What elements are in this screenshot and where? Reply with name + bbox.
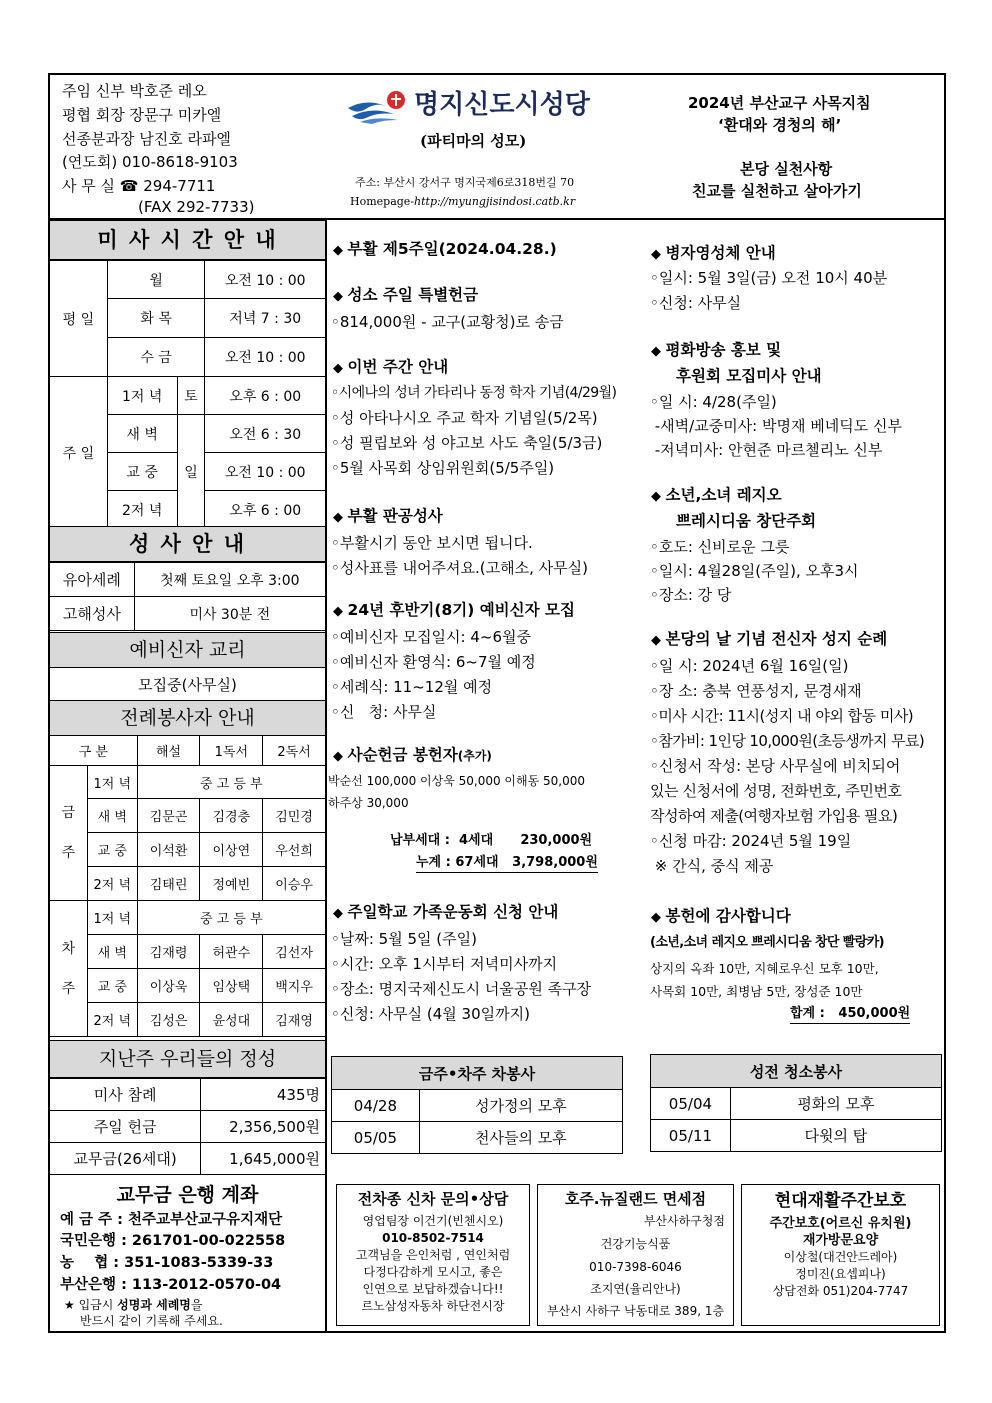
server-name: 김민경 [263,799,326,833]
merged-cell: 중 고 등 부 [137,901,325,935]
church-address: 주소: 부산시 강서구 명지국제6로318번길 70 [355,176,575,189]
notice-line: ◦예비신자 환영식: 6~7월 예정 [331,653,536,671]
notice-line: ◦일 시: 4/28(주일) [650,393,777,411]
notice-title [651,630,887,650]
notice-line: ◦부활시기 동안 보시면 됩니다. [331,534,533,552]
notice-title-text: 주일학교 가족운동회 신청 안내 [347,903,559,921]
mass-name: 2저 녁 [87,1003,137,1037]
servers-header: 해설 [137,736,200,766]
server-name: 윤성대 [200,1003,263,1037]
notice-title [651,486,782,506]
ad-line: 다정다감하게 모시고, 좋은 [363,1265,503,1279]
church-logo-icon [346,86,410,126]
thanks-line: 사목회 10만, 최병남 5만, 장성준 10만 [650,984,863,999]
server-name: 우선희 [263,833,326,867]
mass-name: 2저 녁 [87,867,137,901]
diamond-icon: ◆ [651,344,666,359]
server-name: 김재령 [137,935,200,969]
service-date: 04/28 [332,1090,420,1122]
notice-line: -새벽/교중미사: 박명재 베네딕도 신부 [650,417,902,435]
notice-line: -저녁미사: 안현준 마르첼리노 신부 [650,441,883,459]
donation-line: 하주상 30,000 [328,796,409,810]
sunday-time: 오전 6 : 30 [205,415,326,453]
ad-line: 조지연(율리안나) [590,1282,681,1296]
notice-line: ◦시간: 오후 1시부터 저녁미사까지 [331,955,558,973]
mass-name: 교 중 [87,833,137,867]
catechumen-value: 모집중(사무실) [138,676,237,694]
ad-phone: 010-8502-7514 [382,1231,484,1245]
ad-title: 호주.뉴질랜드 면세점 [564,1190,707,1208]
diamond-icon: ◆ [333,361,348,376]
sunday-day: 일 [177,415,205,529]
notice-line: ◦시에나의 성녀 가타리나 동정 학자 기념(4/29월) [331,385,617,401]
notice-title [333,240,557,260]
donation-total: 납부세대 : 4세대 230,000원 [390,833,593,848]
diamond-icon: ◆ [333,906,348,921]
ad-title: 전차종 신차 문의•상담 [357,1190,509,1208]
notice-title [333,286,478,306]
notice-line: ◦미사 시간: 11시(성지 내 야외 합동 미사) [650,707,914,725]
server-name: 이승우 [263,867,326,901]
notice-line: ◦일 시: 2024년 6월 16일(일) [650,657,849,675]
thanks-subtitle: (소년,소녀 레지오 쁘레시디움 창단 빨랑카) [650,935,885,950]
ad-line: 정미진(요셉피나) [795,1267,886,1281]
notice-line: ◦예비신자 모집일시: 4~6월중 [331,628,531,646]
notice-line: ◦신 청: 사무실 [331,703,437,721]
sunday-label: 주 일 [50,377,108,529]
notice-title-text: 소년,소녀 레지오 [665,486,782,504]
sunday-time: 오후 6 : 00 [205,377,326,415]
ad-car-dealer [336,1184,530,1326]
bank-line: 예 금 주 : 천주교부산교구유지재단 [60,1212,283,1228]
ad-phone: 상담전화 051)204-7747 [772,1284,909,1298]
diamond-icon: ◆ [333,289,348,304]
notice-title-text: 부활 판공성사 [347,507,443,525]
notice-line: ◦장 소: 충북 연풍성지, 문경새재 [650,682,862,700]
notice-line: ◦일시: 4월28일(주일), 오후3시 [650,562,859,580]
bank-note-2: 반드시 같이 기록해 주세요. [80,1314,223,1328]
merged-cell: 중 고 등 부 [137,766,325,799]
mass-name: 1저 녁 [87,766,137,799]
cleaning-service-table [650,1054,942,1152]
diamond-icon: ◆ [651,910,666,925]
servers-table [49,735,326,1037]
service-team: 평화의 모후 [730,1088,941,1120]
service-team: 천사들의 모후 [419,1122,622,1154]
diamond-icon: ◆ [333,604,348,619]
notice-title [651,341,781,361]
notice-line: ◦날짜: 5월 5일 (주일) [331,930,477,948]
servers-header: 1독서 [200,736,263,766]
offerings-title: 지난주 우리들의 정성 [50,1040,325,1078]
diamond-icon: ◆ [333,749,348,764]
notice-title-text: 24년 후반기(8기) 예비신자 모집 [347,601,575,619]
notice-title-2: 쁘레시디움 창단주회 [676,512,817,530]
notice-title [651,244,776,264]
server-name: 김재영 [263,1003,326,1037]
ad-line: 인연으로 보답하겠습니다!! [362,1282,504,1296]
weekday-day: 수 금 [107,338,205,377]
practice-line-2: 친교를 실천하고 살아가기 [692,182,862,200]
notice-line: ◦신청 마감: 2024년 5월 19일 [650,832,852,850]
staff-office: 사 무 실 ☎ 294-7711 [62,177,216,195]
server-name: 허관수 [200,935,263,969]
donation-cumulative: 누계 : 67세대 3,798,000원 [416,854,598,873]
offering-name: 주일 헌금 [50,1111,201,1143]
weekday-day: 월 [107,261,205,299]
notice-title [333,507,443,527]
notice-title-text: 부활 제5주일(2024.04.28.) [347,240,557,258]
mass-name: 1저 녁 [87,901,137,935]
weekday-time: 오전 10 : 00 [205,261,326,299]
ad-line: 영업팀장 이건기(빈첸시오) [362,1214,504,1228]
sunday-time: 오후 6 : 00 [205,491,326,529]
ad-line: 이상철(대건안드레아) [783,1250,898,1264]
notice-title-text: 본당의 날 기념 전신자 성지 순례 [665,630,888,648]
sacrament-value: 첫째 토요일 오후 3:00 [134,563,325,597]
notice-title-text: 사순헌금 봉헌자 [347,746,458,764]
this-week-label: 금 주 [50,766,88,901]
servers-header: 2독서 [263,736,326,766]
catechumen-title: 예비신자 교리 [50,632,325,668]
ad-line: 건강기능식품 [600,1237,671,1251]
sacrament-value: 미사 30분 전 [134,597,325,631]
sunday-mass-name: 새 벽 [107,415,177,453]
sunday-mass-name: 교 중 [107,453,177,491]
parking-service-table [331,1056,623,1154]
notice-title [651,907,791,927]
notice-line: ※ 간식, 중식 제공 [650,857,774,875]
bank-line: 국민은행 : 261701-00-022558 [60,1233,286,1249]
notice-line: ◦성 필립보와 성 야고보 사도 축일(5/3금) [331,434,603,452]
church-patron: (파티마의 성모) [420,132,527,150]
church-name: 명지신도시성당 [414,90,590,120]
offering-value: 435명 [201,1079,326,1111]
notice-line: 작성하여 제출(여행자보험 가입용 필요) [650,807,898,825]
server-name: 김태린 [137,867,200,901]
ad-line: 고객님을 은인처럼 , 연인처럼 [355,1248,511,1262]
weekday-label: 평 일 [50,261,108,377]
staff-fax: (FAX 292-7733) [138,198,255,216]
cleaning-service-title: 성전 청소봉사 [651,1055,942,1088]
sacraments-title: 성 사 안 내 [50,526,325,562]
motto-line-2: ‘환대와 경청의 해’ [718,116,842,134]
notice-line: ◦장소: 명지국제신도시 너울공원 족구장 [331,980,592,998]
server-name: 이상연 [200,833,263,867]
server-name: 백지우 [263,969,326,1003]
staff-priest: 주임 신부 박호준 레오 [62,82,207,100]
mass-name: 교 중 [87,969,137,1003]
thanks-line: 상지의 옥좌 10만, 지혜로우신 모후 10만, [650,961,879,976]
mass-name: 새 벽 [87,799,137,833]
practice-line-1: 본당 실천사항 [740,160,833,178]
offering-value: 2,356,500원 [201,1111,326,1143]
notice-title-text: 평화방송 홍보 및 [665,341,782,359]
sacrament-name: 유아세례 [50,563,135,597]
next-week-label: 차 주 [50,901,88,1037]
offering-value: 1,645,000원 [201,1143,326,1175]
weekday-time: 오전 10 : 00 [205,338,326,377]
service-team: 다윗의 탑 [730,1120,941,1152]
notice-title-text: 이번 주간 안내 [347,358,449,376]
notice-title [333,358,448,378]
notice-line: ◦신청서 작성: 본당 사무실에 비치되어 [650,757,901,775]
server-name: 김선자 [263,935,326,969]
diamond-icon: ◆ [333,510,348,525]
offering-name: 미사 참례 [50,1079,201,1111]
ad-title: 현대재활주간보호 [774,1191,907,1211]
diamond-icon: ◆ [333,243,348,258]
notice-line: ◦세례식: 11~12월 예정 [331,678,493,696]
server-name: 김경충 [200,799,263,833]
service-date: 05/04 [651,1088,731,1120]
bank-note-prefix: ★ 입금시 [64,1298,118,1312]
sunday-mass-name: 2저 녁 [107,491,177,529]
mass-times-title: 미 사 시 간 안 내 [50,220,325,260]
sunday-mass-name: 1저 녁 [107,377,177,415]
notice-line: ◦성사표를 내어주셔요.(고해소, 사무실) [331,559,588,577]
server-name: 정예빈 [200,867,263,901]
bank-note-suffix: 을 [190,1298,203,1312]
notice-title [333,601,575,621]
weekday-time: 저녁 7 : 30 [205,299,326,338]
offering-name: 교무금(26세대) [50,1143,201,1175]
notice-line: ◦신청: 사무실 (4월 30일까지) [331,1005,530,1023]
staff-president: 평협 회장 장문구 미카엘 [62,106,222,124]
ad-phone: 010-7398-6046 [589,1260,682,1274]
server-name: 김성은 [137,1003,200,1037]
mass-name: 새 벽 [87,935,137,969]
sunday-day: 토 [177,377,205,415]
ad-line: 주간보호(어르신 유치원) [769,1216,912,1231]
ad-line: 부산사하구청점 [643,1214,725,1228]
server-name: 김문곤 [137,799,200,833]
homepage-label: Homepage- [350,195,415,208]
weekday-day: 화 목 [107,299,205,338]
notice-title-text: 봉헌에 감사합니다 [665,907,791,925]
notice-title-text: 병자영성체 안내 [665,244,776,262]
diamond-icon: ◆ [651,489,666,504]
servers-title: 전례봉사자 안내 [50,700,325,736]
offerings-table [49,1078,326,1175]
bank-line: 농 협 : 351-1083-5339-33 [60,1255,274,1271]
notice-line: ◦신청: 사무실 [650,294,742,312]
church-homepage [350,193,575,211]
service-team: 성가정의 모후 [419,1090,622,1122]
notice-line: ◦장소: 강 당 [650,586,732,604]
sunday-time: 오전 10 : 00 [205,453,326,491]
sacraments-table [49,562,326,631]
notice-title-2: 후원회 모집미사 안내 [676,367,822,385]
notice-line: ◦일시: 5월 3일(금) 오전 10시 40분 [650,269,888,287]
notice-title [333,903,558,923]
servers-header: 구 분 [50,736,138,766]
service-date: 05/05 [332,1122,420,1154]
bank-line: 부산은행 : 113-2012-0570-04 [60,1277,282,1293]
staff-head: 선종분과장 남진호 라파엘 [62,130,231,148]
notice-line: ◦참가비: 1인당 10,000원(초등생까지 무료) [650,732,925,750]
ad-line: 르노삼성자동차 하단전시장 [361,1299,505,1313]
server-name: 임상택 [200,969,263,1003]
bank-note [64,1298,203,1313]
staff-phone: (연도회) 010-8618-9103 [62,153,238,171]
homepage-link[interactable]: http://myungjisindosi.catb.kr [414,195,576,208]
bank-note-bold: 성명과 세례명 [117,1298,191,1312]
server-name: 이석환 [137,833,200,867]
diamond-icon: ◆ [651,247,666,262]
mass-times-table [49,260,326,529]
service-date: 05/11 [651,1120,731,1152]
donation-line: 박순선 100,000 이상욱 50,000 이해동 50,000 [328,774,586,788]
thanks-total: 합계 : 450,000원 [790,1005,910,1024]
notice-line: ◦814,000원 - 교구(교황청)로 송금 [331,313,564,331]
notice-line: 있는 신청서에 성명, 전화번호, 주민번호 [650,782,902,800]
ad-line: 재가방문요양 [802,1233,879,1248]
notice-line: ◦호도: 신비로운 그릇 [650,538,790,556]
diamond-icon: ◆ [651,633,666,648]
notice-title-suffix: (추가) [457,749,492,763]
parking-service-title: 금주•차주 차봉사 [332,1057,623,1090]
ad-duty-free [537,1184,734,1326]
notice-line: ◦5월 사목회 상임위원회(5/5주일) [331,459,555,477]
notice-line: ◦성 아타나시오 주교 학자 기념일(5/2목) [331,409,598,427]
ad-daycare [741,1184,940,1326]
bank-title: 교무금 은행 계좌 [116,1184,259,1206]
motto-line-1: 2024년 부산교구 사목지침 [688,94,871,112]
notice-title-text: 성소 주일 특별헌금 [347,286,479,304]
server-name: 이상욱 [137,969,200,1003]
notice-title [333,746,492,766]
sacrament-name: 고해성사 [50,597,135,631]
ad-line: 부산시 사하구 낙동대로 389, 1층 [546,1304,725,1318]
